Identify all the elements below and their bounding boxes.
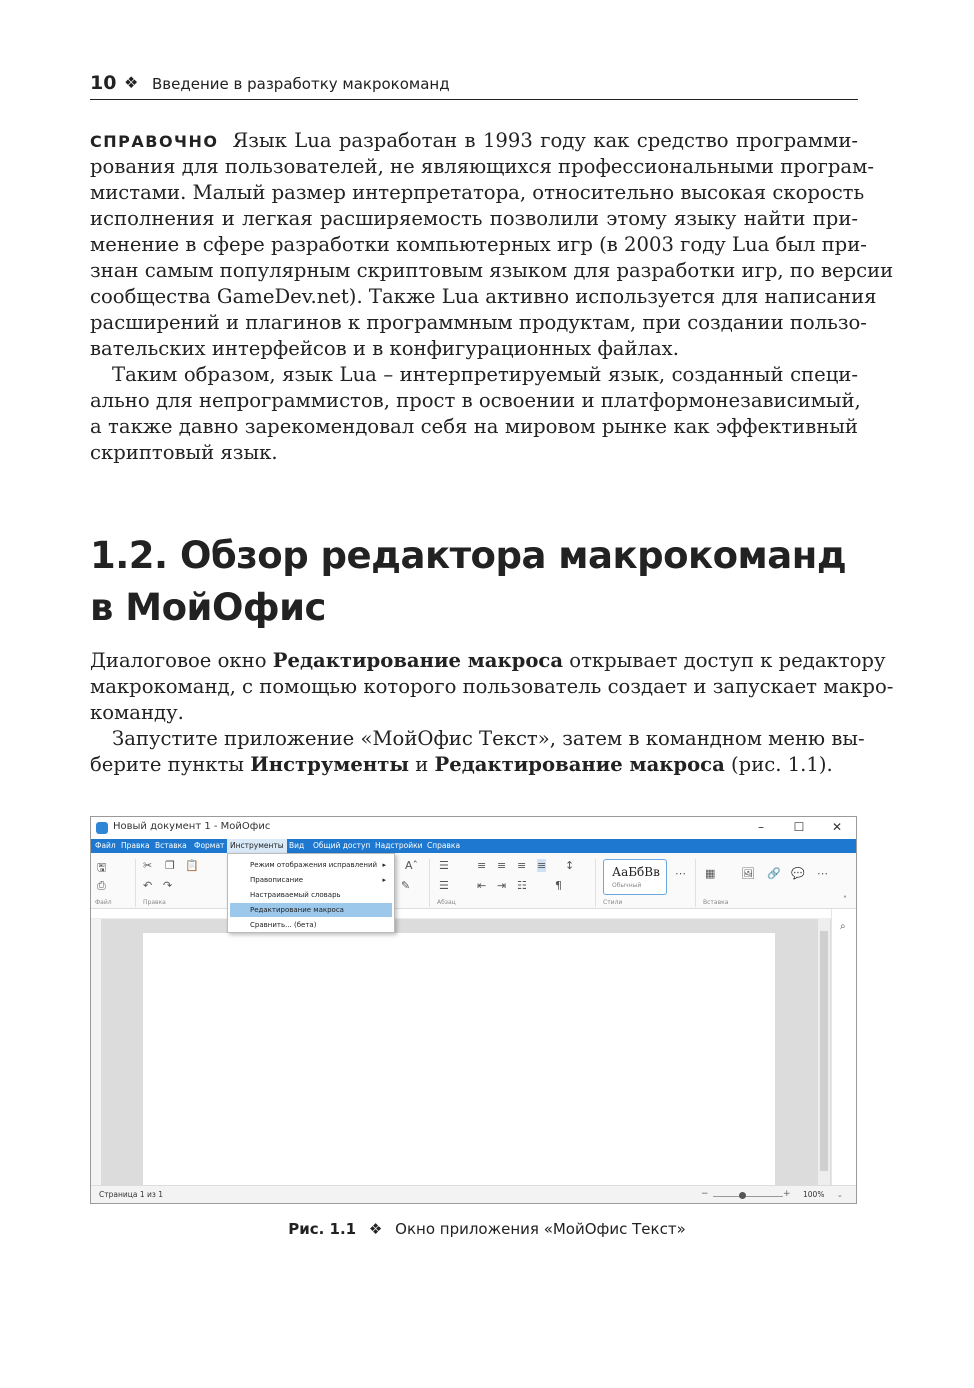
note-line: СПРАВОЧНО Язык Lua разработан в 1993 году как средство программи- — [90, 129, 858, 152]
highlight-icon[interactable]: ✎ — [401, 879, 411, 892]
collapse-toolbar-icon[interactable]: ˄ — [843, 895, 847, 904]
menu-format[interactable]: Формат — [194, 841, 225, 850]
zoom-in-icon[interactable]: + — [783, 1189, 791, 1199]
paragraph-list-icon[interactable]: ☷ — [517, 879, 527, 892]
note-paragraph — [90, 128, 894, 362]
font-size-icon[interactable]: Aˆ — [405, 859, 419, 872]
zoom-level[interactable]: 100% — [803, 1190, 825, 1199]
group-label-styles: Стили — [603, 899, 623, 906]
save-icon[interactable]: 🖫 — [97, 861, 107, 874]
note-label: СПРАВОЧНО — [90, 132, 219, 151]
zoom-out-icon[interactable]: − — [701, 1189, 709, 1199]
group-label-file: Файл — [95, 899, 112, 906]
page-number: 10 — [90, 72, 117, 94]
menu-item-edit-macro[interactable]: Редактирование макроса — [230, 903, 392, 917]
group-label-paragraph: Абзац — [437, 899, 456, 906]
group-label-edit: Правка — [143, 899, 166, 906]
caption-text: Окно приложения «МойОфис Текст» — [395, 1220, 686, 1238]
style-preview-card[interactable] — [603, 859, 667, 895]
menu-file[interactable]: Файл — [95, 841, 116, 850]
zoom-slider[interactable] — [713, 1196, 783, 1197]
image-icon[interactable]: 🖼 — [741, 867, 755, 880]
window-titlebar — [91, 817, 856, 839]
style-preview-text: АаБбВв — [612, 865, 660, 879]
bullet-list-icon[interactable]: ☰ — [439, 859, 449, 872]
body-line: а также давно зарекомендовал себя на мировом рынке как эффективный — [90, 415, 858, 438]
toolbar-divider — [595, 859, 596, 907]
table-icon[interactable]: ▦ — [705, 867, 716, 880]
cut-icon[interactable]: ✂ — [143, 859, 153, 872]
style-name: Обычный — [612, 882, 642, 889]
scrollbar-thumb[interactable] — [820, 931, 828, 1171]
submenu-arrow-icon: ▸ — [382, 876, 386, 884]
body-line: скриптовый язык. — [90, 441, 278, 464]
menu-insert[interactable]: Вставка — [155, 841, 187, 850]
menu-edit[interactable]: Правка — [121, 841, 150, 850]
toolbar — [91, 853, 856, 909]
page-counter: Страница 1 из 1 — [99, 1190, 163, 1199]
diamond-separator-icon: ❖ — [368, 1220, 383, 1238]
redo-icon[interactable]: ↷ — [163, 879, 173, 892]
note-line: сообщества GameDev.net). Также Lua активно используется для написания — [90, 285, 877, 308]
note-line: расширений и плагинов к программным продуктам, при создании пользо- — [90, 311, 867, 334]
toolbar-divider — [695, 859, 696, 907]
body-paragraph — [90, 648, 894, 726]
toolbar-divider — [135, 859, 136, 907]
menu-help[interactable]: Справка — [427, 841, 461, 850]
app-logo-icon — [96, 822, 108, 834]
align-left-icon[interactable]: ≡ — [477, 859, 487, 872]
tools-dropdown-menu — [227, 853, 395, 933]
copy-icon[interactable]: ❐ — [165, 859, 175, 872]
document-page[interactable] — [143, 933, 775, 1185]
side-panel — [831, 909, 857, 1185]
menu-item-spelling[interactable]: Правописание ▸ — [230, 873, 392, 887]
menu-item-compare[interactable]: Сравнить... (бета) — [250, 921, 317, 929]
menu-bar — [91, 839, 856, 853]
body-line: Таким образом, язык Lua – интерпретируемый язык, созданный специ- — [112, 363, 858, 386]
search-icon[interactable]: ⌕ — [840, 921, 846, 932]
note-line: рования для пользователей, не являющихся профессиональными програм- — [90, 155, 874, 178]
indent-decrease-icon[interactable]: ⇤ — [477, 879, 487, 892]
figure-caption — [0, 1220, 974, 1238]
body-line: Диалоговое окно Редактирование макроса открывает доступ к редактору — [90, 649, 886, 672]
section-heading-line2: в МойОфис — [90, 586, 326, 629]
window-title: Новый документ 1 - МойОфис — [113, 821, 271, 832]
header-title: Введение в разработку макрокоманд — [152, 75, 450, 93]
paste-icon[interactable]: 📋 — [185, 859, 199, 872]
running-header — [90, 70, 858, 100]
minimize-icon[interactable]: – — [758, 820, 764, 834]
align-right-icon[interactable]: ≡ — [517, 859, 527, 872]
group-label-insert: Вставка — [703, 899, 729, 906]
menu-tools[interactable]: Инструменты — [227, 839, 287, 853]
close-icon[interactable]: ✕ — [831, 820, 843, 834]
menu-item-track-changes[interactable]: Режим отображения исправлений ▸ — [230, 858, 392, 872]
numbered-list-icon[interactable]: ☰ — [439, 879, 449, 892]
vertical-scrollbar[interactable] — [818, 919, 830, 1185]
note-line: вательских интерфейсов и в конфигурационных файлах. — [90, 337, 679, 360]
note-line: исполнения и легкая расширяемость позволили этому языку найти при- — [90, 207, 858, 230]
menu-view[interactable]: Вид — [289, 841, 305, 850]
menu-sharing[interactable]: Общий доступ — [313, 841, 371, 850]
horizontal-ruler — [91, 909, 856, 919]
toolbar-divider — [429, 859, 430, 907]
body-line: команду. — [90, 701, 184, 724]
note-line: менение в сфере разработки компьютерных игр (в 2003 году Lua был при- — [90, 233, 867, 256]
line-spacing-icon[interactable]: ↕ — [565, 859, 575, 872]
body-paragraph — [90, 726, 865, 778]
body-line: ально для непрограммистов, прост в освоении и платформонезависимый, — [90, 389, 861, 412]
body-line: Запустите приложение «МойОфис Текст», затем в командном меню вы- — [112, 727, 865, 750]
note-line: мистами. Малый размер интерпретатора, относительно высокая скорость — [90, 181, 865, 204]
print-icon[interactable]: ⎙ — [97, 879, 106, 892]
caption-label: Рис. 1.1 — [288, 1220, 357, 1238]
align-justify-icon[interactable]: ≡ — [537, 859, 547, 872]
more-icon[interactable]: ⋯ — [817, 867, 828, 880]
menu-item-custom-dictionary[interactable]: Настраиваемый словарь — [250, 891, 341, 899]
undo-icon[interactable]: ↶ — [143, 879, 153, 892]
submenu-arrow-icon: ▸ — [382, 861, 386, 869]
body-paragraph — [90, 362, 861, 466]
more-styles-icon[interactable]: ⋯ — [675, 867, 686, 880]
maximize-icon[interactable]: ☐ — [793, 820, 805, 834]
vertical-ruler — [91, 919, 101, 1185]
indent-increase-icon[interactable]: ⇥ — [497, 879, 507, 892]
chevron-down-icon[interactable]: ⌄ — [837, 1191, 843, 1199]
zoom-slider-handle[interactable] — [739, 1192, 746, 1199]
comment-icon[interactable]: 💬 — [791, 867, 805, 880]
section-heading — [90, 530, 870, 634]
diamond-separator-icon: ❖ — [124, 73, 139, 92]
note-line: знан самым популярным скриптовым языком для разработки игр, по версии — [90, 259, 894, 282]
body-line: берите пункты Инструменты и Редактирование макроса (рис. 1.1). — [90, 753, 833, 776]
menu-addons[interactable]: Надстройки — [375, 841, 423, 850]
pilcrow-icon[interactable]: ¶ — [555, 879, 562, 892]
link-icon[interactable]: 🔗 — [767, 867, 781, 880]
app-window-screenshot — [90, 816, 857, 1204]
body-line: макрокоманд, с помощью которого пользователь создает и запускает макро- — [90, 675, 894, 698]
status-bar — [91, 1185, 856, 1204]
align-center-icon[interactable]: ≡ — [497, 859, 507, 872]
section-heading-line1: 1.2. Обзор редактора макрокоманд — [90, 534, 847, 577]
